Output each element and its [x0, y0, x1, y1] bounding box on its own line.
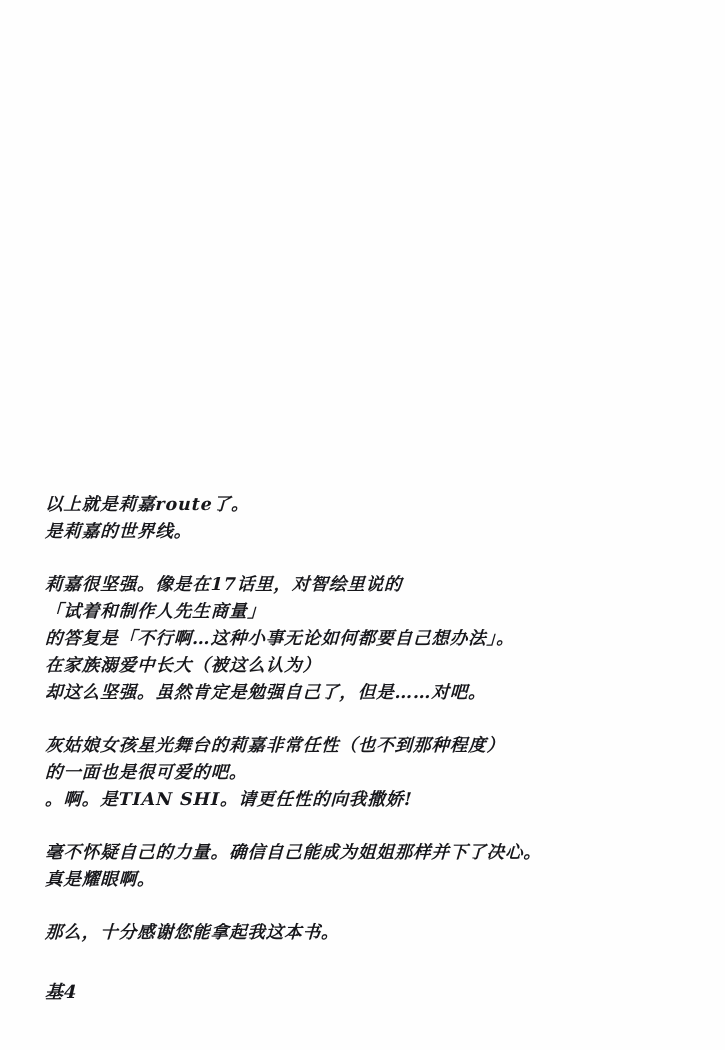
- paragraph-3: [45, 733, 695, 814]
- text-line: 在家族溺爱中长大（被这么认为）: [44, 656, 322, 676]
- text-line: 却这么坚强。虽然肯定是勉强自己了，但是……对吧。: [44, 683, 487, 703]
- paragraph-1: [45, 492, 695, 546]
- text-line: 灰姑娘女孩星光舞台的莉嘉非常任性（也不到那种程度）: [44, 736, 506, 756]
- text-line: 那么，十分感谢您能拿起我这本书。: [44, 923, 340, 943]
- afterword-text-block: [45, 492, 695, 947]
- text-line: 真是耀眼啊。: [44, 870, 156, 890]
- paragraph-2: [45, 572, 695, 707]
- text-line: 「试着和制作人先生商量」: [44, 602, 267, 622]
- text-line: 的答复是「不行啊…这种小事无论如何都要自己想办法」。: [44, 629, 516, 649]
- paragraph-4: [45, 840, 695, 894]
- paragraph-5: [45, 920, 695, 947]
- text-line: 以上就是莉嘉route了。: [44, 495, 250, 515]
- text-line: 的一面也是很可爱的吧。: [44, 763, 248, 783]
- text-line: 。啊。是TIAN SHI。请更任性的向我撒娇!: [44, 790, 413, 810]
- text-line: 莉嘉很坚强。像是在17话里，对智绘里说的: [44, 575, 403, 595]
- text-line: 毫不怀疑自己的力量。确信自己能成为姐姐那样并下了决心。: [44, 843, 543, 863]
- author-signature: 基4: [44, 982, 78, 1003]
- text-line: 是莉嘉的世界线。: [44, 522, 193, 542]
